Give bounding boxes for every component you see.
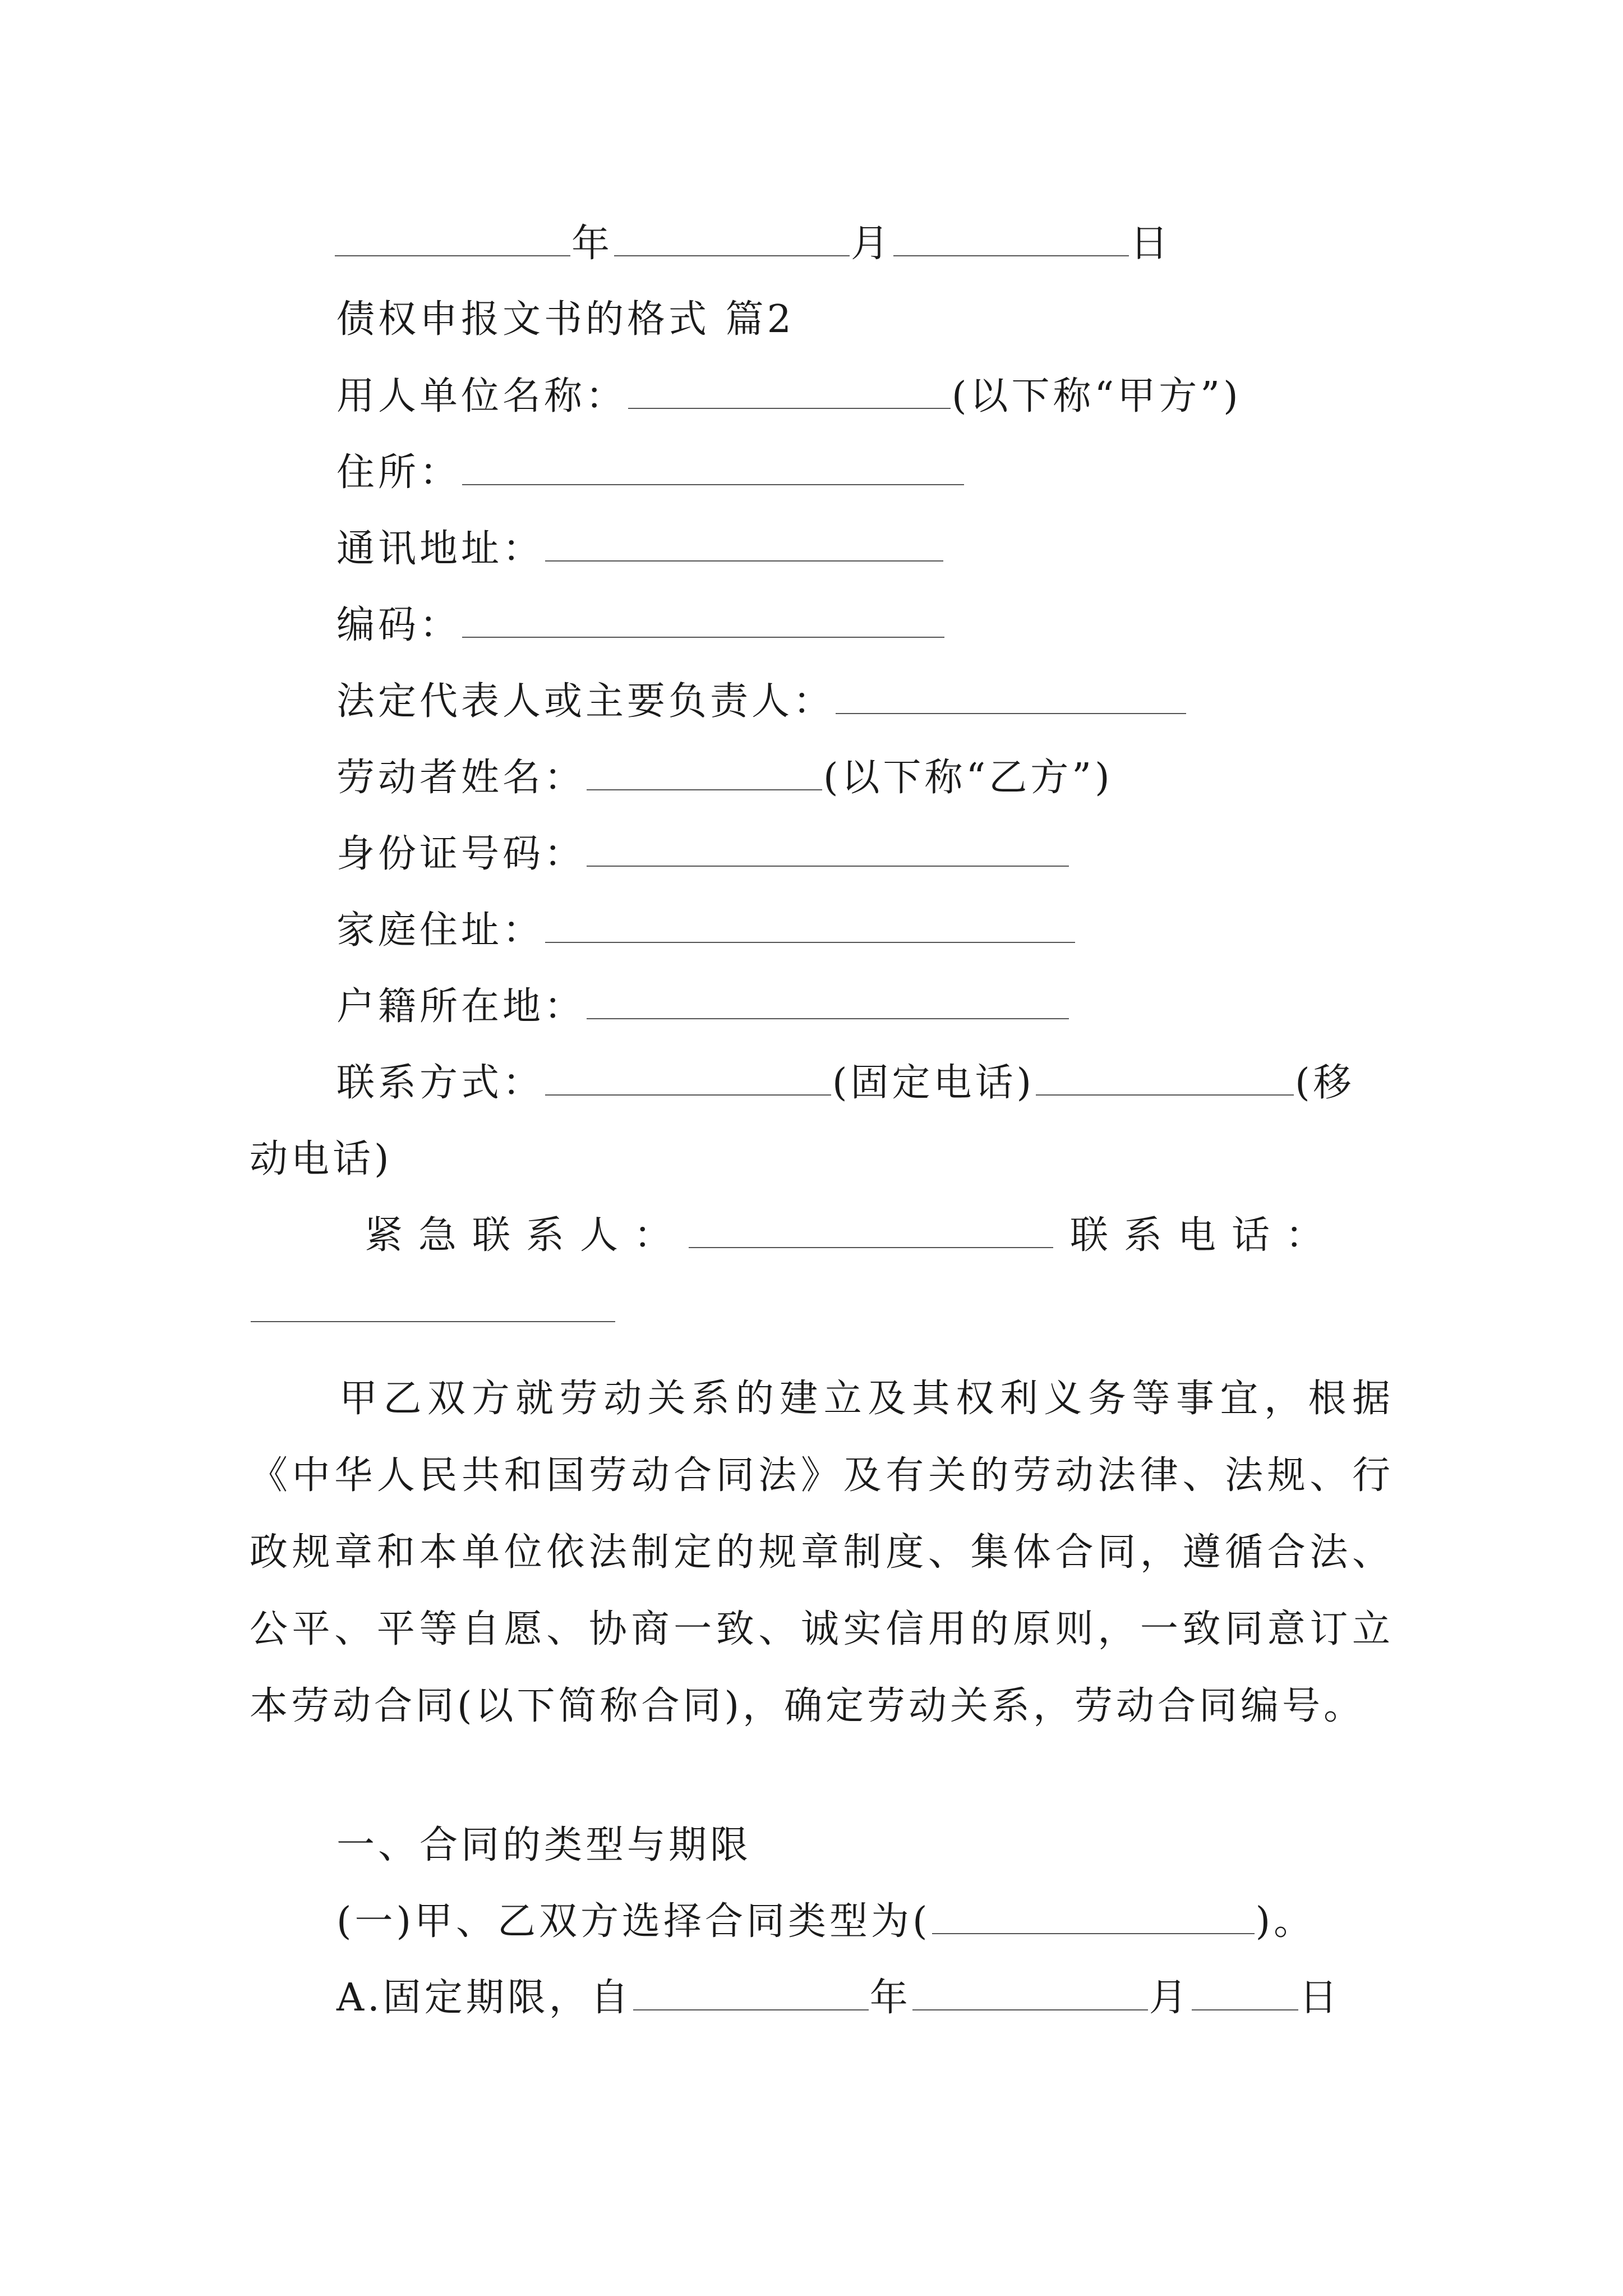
home-address-row xyxy=(336,905,1076,956)
emergency-phone-blank[interactable] xyxy=(251,1287,615,1322)
address-blank[interactable] xyxy=(462,450,964,485)
start-year-blank[interactable] xyxy=(633,1976,869,2010)
date-line xyxy=(334,219,1172,269)
clause-fixed-term xyxy=(336,1973,1341,2023)
day-blank[interactable] xyxy=(893,222,1129,256)
clause-one-prefix: (一)甲、乙双方选择合同类型为( xyxy=(336,1899,931,1944)
address-row xyxy=(336,448,965,498)
legal-rep-label: 法定代表人或主要负责人： xyxy=(336,679,835,724)
home-address-blank[interactable] xyxy=(545,908,1075,943)
legal-rep-row xyxy=(336,677,1187,727)
employer-name-suffix: (以下称“甲方”) xyxy=(952,374,1242,418)
worker-name-label: 劳动者姓名： xyxy=(336,756,586,800)
emergency-phone-row xyxy=(250,1285,616,1335)
worker-name-row xyxy=(336,753,1113,803)
emergency-row xyxy=(365,1211,1339,1261)
fixed-phone-label: (固定电话) xyxy=(832,1061,1035,1105)
section-title: 债权申报文书的格式 篇2 xyxy=(336,297,795,342)
emergency-contact-blank[interactable] xyxy=(689,1213,1053,1248)
household-reg-label: 户籍所在地： xyxy=(336,984,586,1029)
day-label: 日 xyxy=(1130,222,1172,266)
contact-row-continued xyxy=(250,1134,393,1185)
clause-a-prefix: A.固定期限，自 xyxy=(336,1976,632,2020)
heading-contract-type: 一、合同的类型与期限 xyxy=(336,1823,752,1867)
start-month-label: 月 xyxy=(1149,1976,1191,2020)
household-reg-blank[interactable] xyxy=(587,984,1069,1019)
start-day-blank[interactable] xyxy=(1192,1976,1298,2010)
postal-code-label: 编码： xyxy=(336,603,462,647)
year-label: 年 xyxy=(571,222,614,266)
month-label: 月 xyxy=(851,222,893,266)
postal-code-row xyxy=(336,600,946,651)
id-number-row xyxy=(336,829,1070,880)
employer-name-row xyxy=(336,371,1242,422)
clause-one-suffix: )。 xyxy=(1255,1899,1316,1944)
mobile-phone-blank[interactable] xyxy=(1036,1061,1294,1096)
mobile-phone-label-end: 动电话) xyxy=(250,1137,393,1181)
contact-row xyxy=(336,1058,1355,1108)
legal-rep-blank[interactable] xyxy=(836,679,1186,714)
intro-paragraph: 甲乙双方就劳动关系的建立及其权利义务等事宜，根据《中华人民共和国劳动合同法》及有关的劳动法律、法规、行政规章和本单位依法制定的规章制度、集体合同，遵循合法、公平、平等自愿、协商一致、诚实信用的原则，一致同意订立本劳动合同(以下简称合同)，确定劳动关系，劳动合同编号。 xyxy=(250,1377,1394,1728)
start-month-blank[interactable] xyxy=(912,1976,1148,2010)
worker-name-blank[interactable] xyxy=(587,756,822,790)
fixed-phone-blank[interactable] xyxy=(545,1061,831,1096)
contact-label: 联系方式： xyxy=(336,1061,545,1105)
postal-code-blank[interactable] xyxy=(462,603,944,638)
mailing-address-label: 通讯地址： xyxy=(336,527,545,571)
id-number-label: 身份证号码： xyxy=(336,832,586,876)
month-blank[interactable] xyxy=(614,222,850,256)
mobile-phone-label-start: (移 xyxy=(1295,1061,1355,1105)
clause-contract-type xyxy=(336,1897,1315,1947)
home-address-label: 家庭住址： xyxy=(336,908,545,953)
start-day-label: 日 xyxy=(1299,1976,1341,2020)
household-reg-row xyxy=(336,982,1070,1032)
emergency-phone-label: 联系电话： xyxy=(1070,1213,1340,1258)
emergency-label: 紧急联系人： xyxy=(365,1213,688,1258)
address-label: 住所： xyxy=(336,450,462,495)
year-blank[interactable] xyxy=(335,222,570,256)
worker-name-suffix: (以下称“乙方”) xyxy=(823,756,1113,800)
contract-type-blank[interactable] xyxy=(932,1899,1255,1934)
id-number-blank[interactable] xyxy=(587,832,1069,867)
employer-name-label: 用人单位名称： xyxy=(336,374,628,418)
employer-name-blank[interactable] xyxy=(628,374,951,409)
mailing-address-blank[interactable] xyxy=(545,527,943,562)
mailing-address-row xyxy=(336,524,944,574)
start-year-label: 年 xyxy=(869,1976,911,2020)
